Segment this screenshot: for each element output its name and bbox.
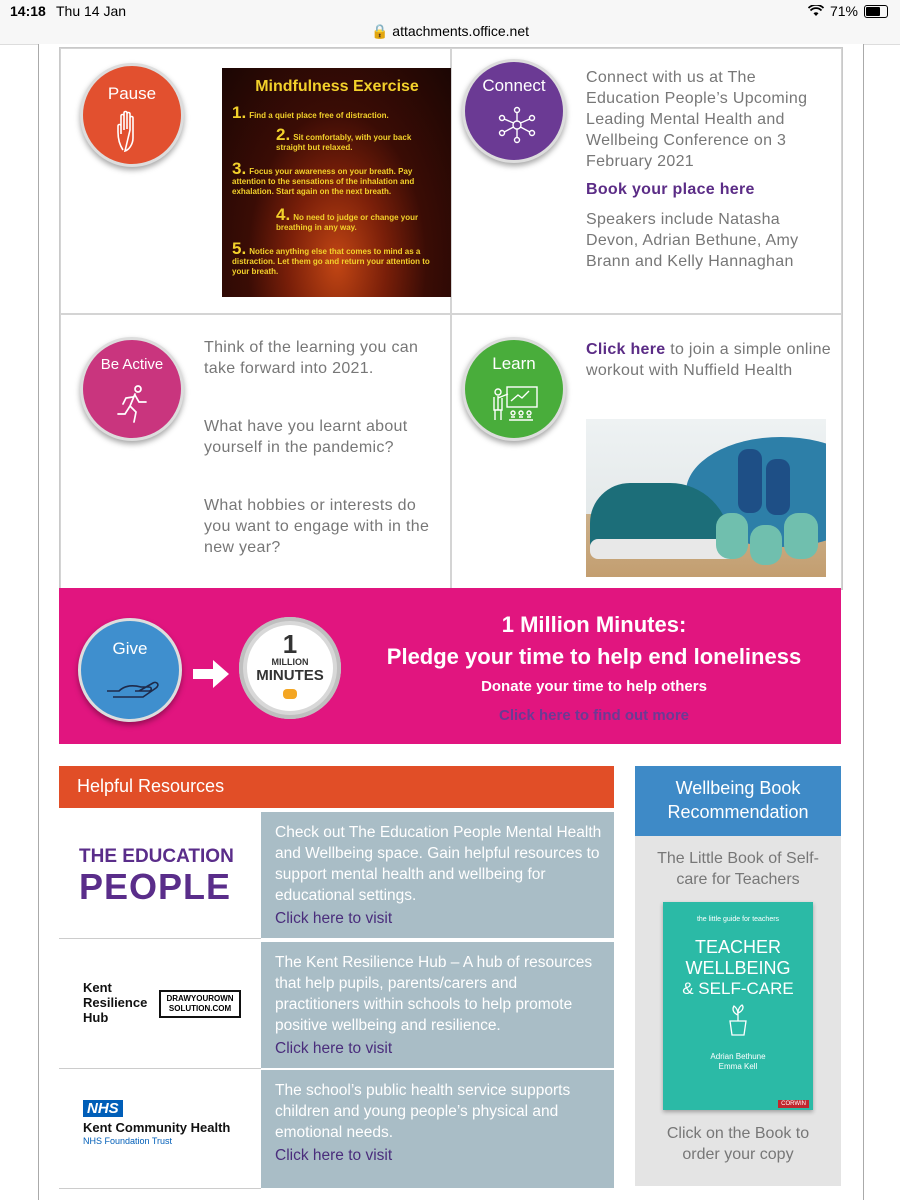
education-people-logo[interactable]: THE EDUCATION PEOPLE bbox=[59, 812, 261, 939]
connect-body: Connect with us at The Education People’s Upcoming Leading Mental Health and Wellbeing Conference on 3 February 2021 bbox=[586, 69, 808, 170]
running-icon bbox=[115, 384, 151, 424]
mm-minutes: MINUTES bbox=[256, 667, 324, 684]
million-minutes-logo bbox=[239, 617, 341, 719]
book-cta: Click on the Book to order your copy bbox=[666, 1125, 810, 1163]
kent-resilience-hub-logo[interactable]: Kent Resilience Hub DRAWYOUROWN SOLUTION.COM bbox=[59, 942, 261, 1069]
book-place-link[interactable]: Book your place here bbox=[586, 181, 755, 198]
resource-row bbox=[59, 1070, 614, 1188]
mindfulness-step: 1. Find a quiet place free of distraction. bbox=[232, 103, 389, 122]
teaching-icon bbox=[491, 384, 543, 422]
wifi-icon bbox=[808, 5, 824, 17]
find-out-more-link[interactable]: Click here to find out more bbox=[498, 707, 690, 724]
status-date: Thu 14 Jan bbox=[56, 3, 127, 19]
mindfulness-step: 4. No need to judge or change your breathing in any way. bbox=[276, 205, 419, 232]
connect-cell bbox=[451, 48, 842, 314]
mindfulness-step: 5. Notice anything else that comes to mind as a distraction. Let them go and return your attention to your breath. bbox=[232, 239, 430, 276]
resource-row bbox=[59, 942, 614, 1068]
learn-cell bbox=[451, 314, 842, 589]
mindfulness-title: Mindfulness Exercise bbox=[255, 78, 419, 95]
mindfulness-step: 3. Focus your awareness on your breath. Pay attention to the sensations of the inhalation and exhalation. Start again on the next breath. bbox=[232, 159, 415, 196]
url-text[interactable]: attachments.office.net bbox=[392, 23, 530, 39]
active-circle bbox=[80, 337, 184, 441]
mm-dot bbox=[283, 689, 297, 699]
active-cell bbox=[60, 314, 451, 589]
pause-cell bbox=[60, 48, 451, 314]
address-bar[interactable] bbox=[0, 22, 900, 45]
learn-label: Learn bbox=[492, 354, 536, 373]
connect-circle bbox=[462, 59, 566, 163]
resource-row bbox=[59, 812, 614, 938]
active-text-2: What have you learnt about yourself in the pandemic? bbox=[204, 418, 408, 456]
email-page bbox=[38, 44, 864, 1200]
visit-link[interactable]: Click here to visit bbox=[275, 1040, 393, 1057]
pause-label: Pause bbox=[107, 84, 157, 103]
active-text-1: Think of the learning you can take forward into 2021. bbox=[204, 339, 419, 377]
give-label: Give bbox=[112, 639, 148, 658]
resource-info bbox=[261, 812, 614, 938]
pause-circle bbox=[80, 63, 184, 167]
connect-speakers: Speakers include Natasha Devon, Adrian Bethune, Amy Brann and Kelly Hannaghan bbox=[586, 211, 799, 270]
visit-link[interactable]: Click here to visit bbox=[275, 1147, 393, 1164]
mindfulness-step: 2. Sit comfortably, with your back straight but relaxed. bbox=[276, 125, 412, 152]
workout-photo bbox=[586, 419, 826, 577]
active-label: Be Active bbox=[100, 356, 164, 373]
book-heading: Wellbeing Book Recommendation bbox=[635, 766, 841, 836]
active-text-3: What hobbies or interests do you want to engage with in the new year? bbox=[204, 497, 430, 556]
mm-million: MILLION bbox=[271, 657, 309, 667]
status-right bbox=[808, 3, 888, 19]
resource-text: The Kent Resilience Hub – A hub of resources that help pupils, parents/carers and practitioners within schools to help promote positive wellbeing and resilience. bbox=[275, 954, 593, 1034]
resource-text: Check out The Education People Mental Health and Wellbeing space. Gain helpful resources to support mental health and wellbeing for educational settings. bbox=[275, 824, 602, 904]
mindfulness-exercise-image bbox=[222, 68, 452, 297]
resource-info bbox=[261, 1070, 614, 1188]
arrow-right-icon bbox=[193, 658, 231, 695]
book-title: The Little Book of Self-care for Teachers bbox=[657, 850, 819, 888]
workout-link[interactable]: Click here bbox=[586, 341, 666, 358]
status-bar bbox=[0, 0, 900, 22]
give-heading-1: 1 Million Minutes: bbox=[501, 612, 687, 637]
give-subtitle: Donate your time to help others bbox=[481, 678, 707, 695]
learn-circle bbox=[462, 337, 566, 441]
network-icon bbox=[497, 106, 537, 144]
give-heading-2: Pledge your time to help end loneliness bbox=[386, 644, 802, 669]
battery-icon bbox=[864, 5, 888, 18]
kent-community-health-logo[interactable]: NHS Kent Community Health NHS Foundation Trust bbox=[59, 1070, 261, 1189]
give-circle bbox=[78, 618, 182, 722]
book-recommendation bbox=[635, 766, 841, 1186]
visit-link[interactable]: Click here to visit bbox=[275, 910, 393, 927]
resource-text: The school’s public health service supports children and young people’s physical and emotional needs. bbox=[275, 1082, 571, 1141]
battery-percent: 71% bbox=[829, 3, 858, 19]
learn-text: Click here to join a simple online workout with Nuffield Health bbox=[586, 341, 831, 379]
connect-label: Connect bbox=[482, 76, 546, 95]
helping-hand-icon bbox=[105, 671, 161, 699]
resource-info bbox=[261, 942, 614, 1068]
lock-icon: 🔒 bbox=[370, 23, 389, 39]
five-ways-grid bbox=[59, 47, 843, 590]
hand-icon bbox=[115, 110, 151, 154]
status-time: 14:18 bbox=[10, 3, 46, 19]
resources-header: Helpful Resources bbox=[59, 766, 614, 808]
plant-pot-icon bbox=[723, 1003, 753, 1037]
book-cover[interactable]: the little guide for teachers TEACHER WELLBEING & SELF-CARE Adrian Bethune Emma Kell CORWIN bbox=[663, 902, 813, 1110]
give-banner bbox=[59, 588, 841, 744]
mm-one: 1 bbox=[282, 629, 298, 659]
